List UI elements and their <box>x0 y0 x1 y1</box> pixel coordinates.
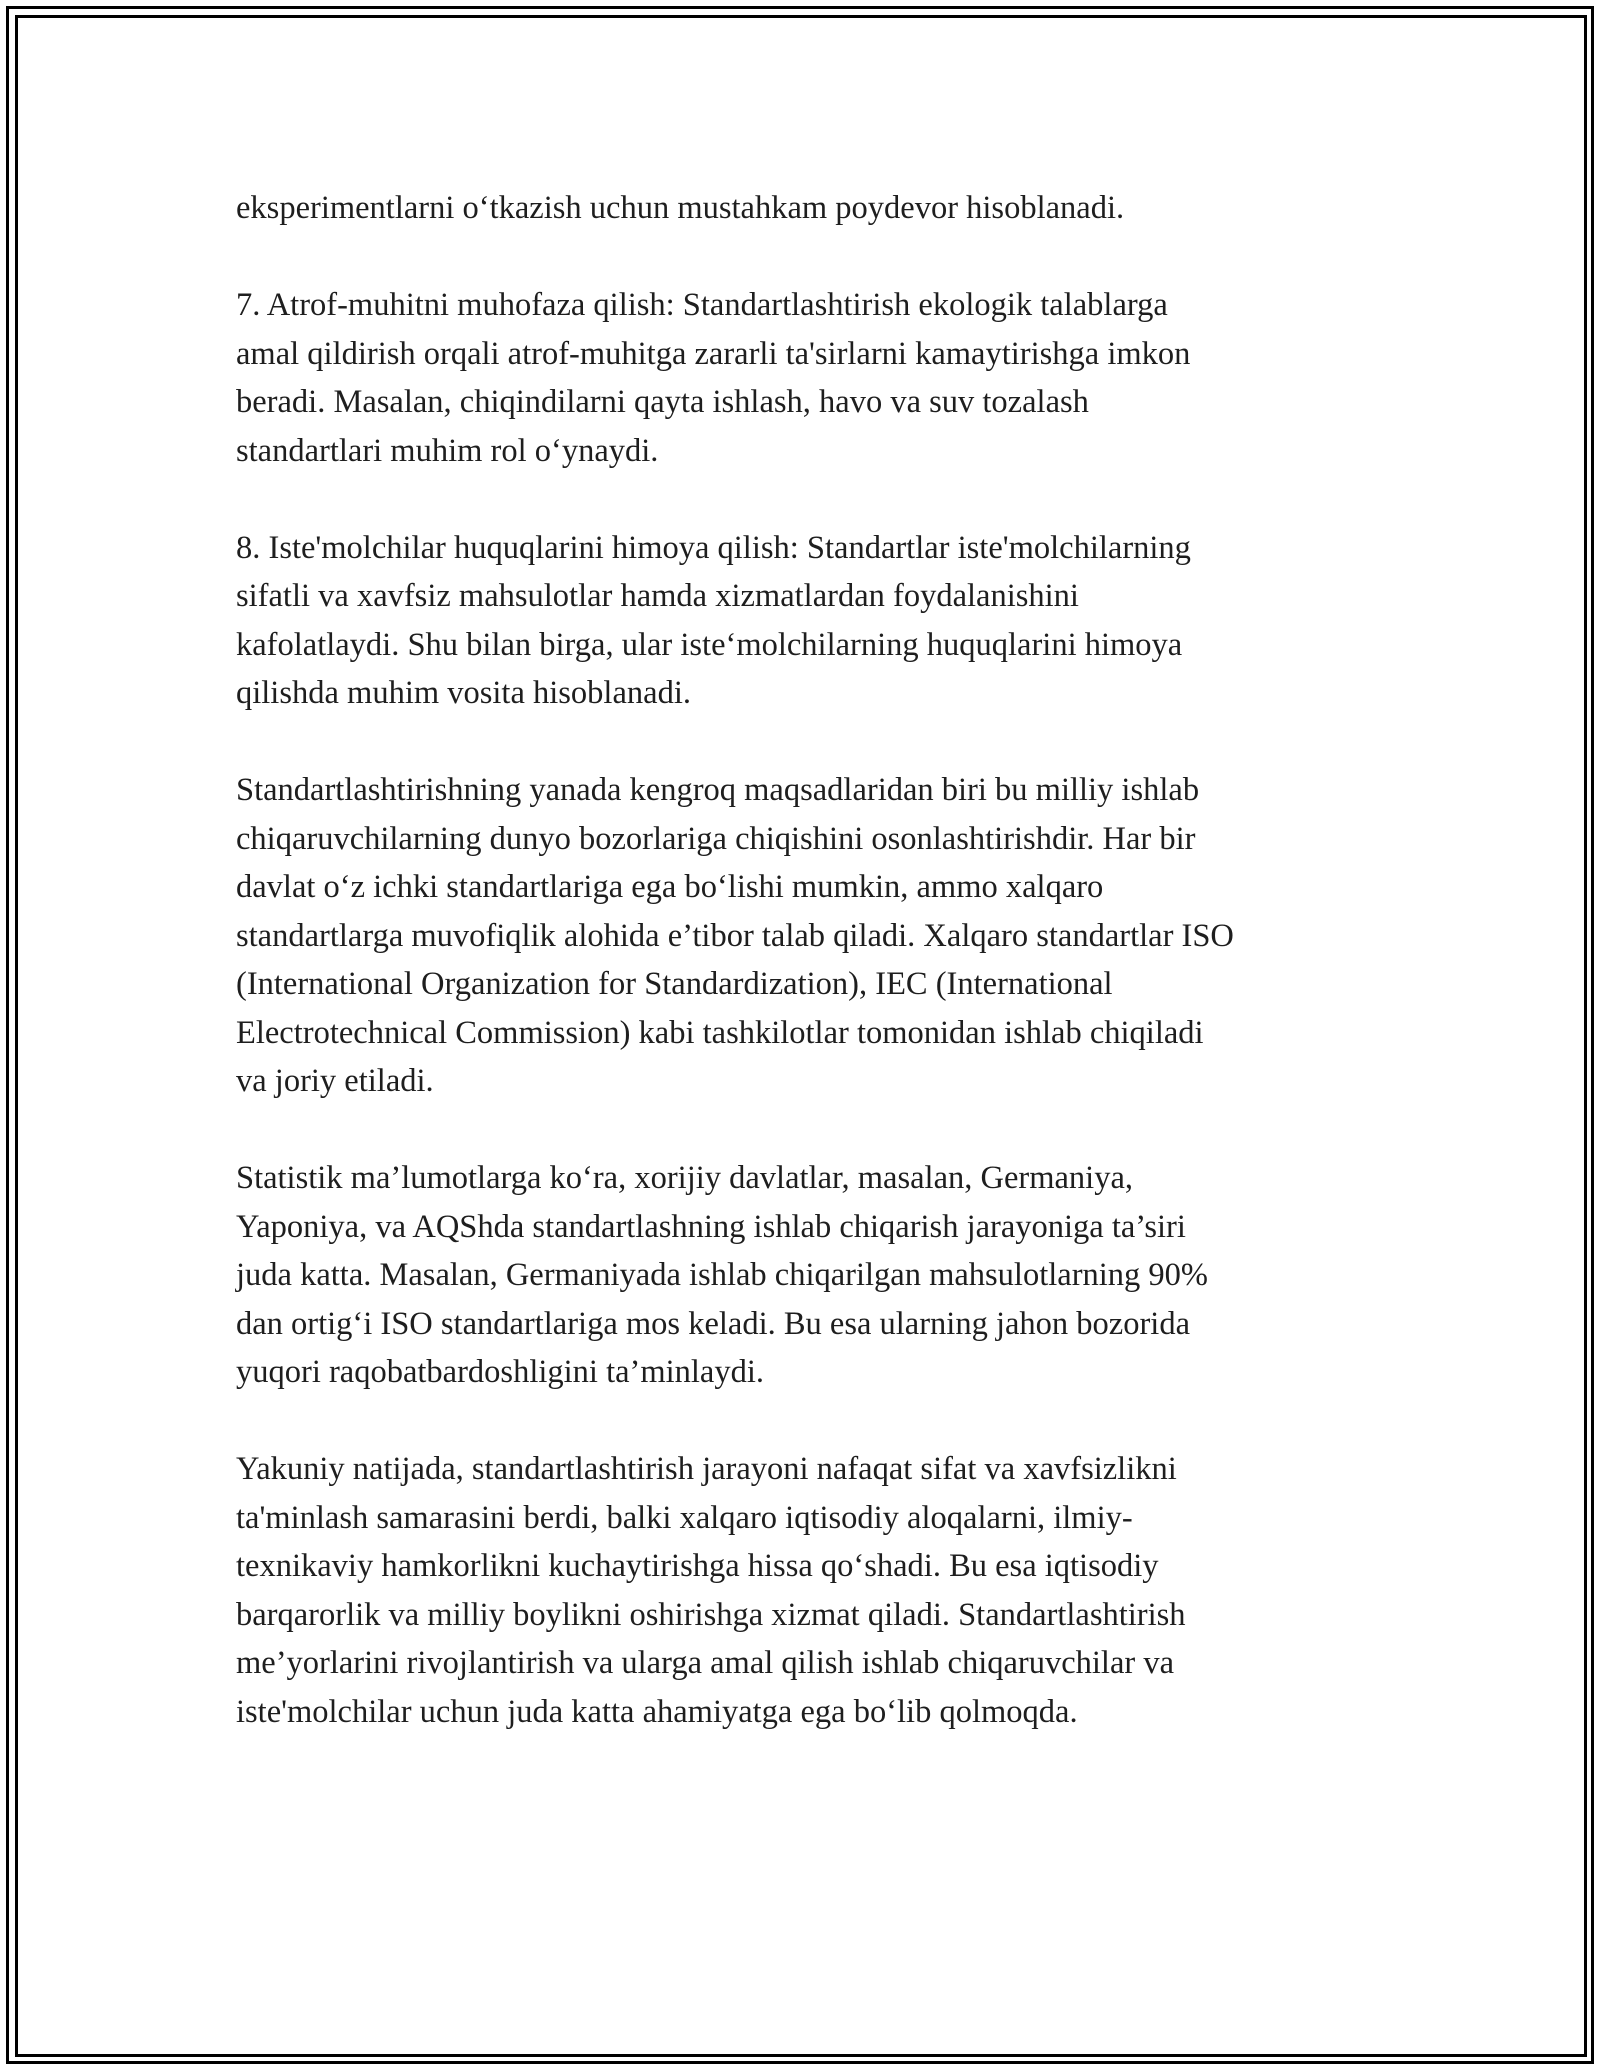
text-line: dan ortig‘i ISO standartlariga mos keladi. Bu esa ularning jahon bozorida <box>236 1305 1190 1342</box>
text-line: me’yorlarini rivojlantirish va ularga amal qilish ishlab chiqaruvchilar va <box>236 1645 1175 1681</box>
text-line: davlat o‘z ichki standartlariga ega bo‘lishi mumkin, ammo xalqaro <box>236 869 1104 905</box>
text-line: iste'molchilar uchun juda katta ahamiyatga ega bo‘lib qolmoqda. <box>236 1693 1078 1730</box>
paragraph-continuation <box>236 184 1386 233</box>
text-line: ta'minlash samarasini berdi, balki xalqaro iqtisodiy aloqalarni, ilmiy- <box>236 1499 1133 1536</box>
text-line: barqarorlik va milliy boylikni oshirishga xizmat qiladi. Standartlashtirish <box>236 1596 1186 1633</box>
text-line: Statistik ma’lumotlarga ko‘ra, xorijiy davlatlar, masalan, Germaniya, <box>236 1160 1134 1196</box>
paragraph-international-standards <box>236 766 1386 1106</box>
text-line: 8. Iste'molchilar huquqlarini himoya qilish: Standartlar iste'molchilarning <box>236 529 1191 566</box>
text-line: yuqori raqobatbardoshligini ta’minlaydi. <box>236 1354 765 1390</box>
document-body <box>236 184 1386 1785</box>
text-line: standartlari muhim rol o‘ynaydi. <box>236 432 659 469</box>
text-line: Electrotechnical Commission) kabi tashkilotlar tomonidan ishlab chiqiladi <box>236 1014 1204 1051</box>
text-line: Yakuniy natijada, standartlashtirish jarayoni nafaqat sifat va xavfsizlikni <box>236 1451 1177 1487</box>
text-line: standartlarga muvofiqlik alohida e’tibor talab qiladi. Xalqaro standartlar ISO <box>236 917 1234 954</box>
text-line: amal qildirish orqali atrof-muhitga zararli ta'sirlarni kamaytirishga imkon <box>236 335 1191 372</box>
text-line: (International Organization for Standardization), IEC (International <box>236 966 1113 1002</box>
text-line: kafolatlaydi. Shu bilan birga, ular iste‘molchilarning huquqlarini himoya <box>236 626 1183 663</box>
text-line: sifatli va xavfsiz mahsulotlar hamda xizmatlardan foydalanishini <box>236 578 1079 614</box>
paragraph-environment-protection <box>236 281 1386 475</box>
text-line: va joriy etiladi. <box>236 1063 434 1099</box>
paragraph-consumer-rights <box>236 524 1386 718</box>
paragraph-conclusion <box>236 1445 1386 1736</box>
text-line: Standartlashtirishning yanada kengroq maqsadlaridan biri bu milliy ishlab <box>236 772 1200 808</box>
text-line: qilishda muhim vosita hisoblanadi. <box>236 675 691 711</box>
paragraph-statistics <box>236 1154 1386 1397</box>
text-line: 7. Atrof-muhitni muhofaza qilish: Standartlashtirish ekologik talablarga <box>236 287 1168 323</box>
text-line: eksperimentlarni o‘tkazish uchun mustahkam poydevor hisoblanadi. <box>236 190 1125 226</box>
text-line: Yaponiya, va AQShda standartlashning ishlab chiqarish jarayoniga ta’siri <box>236 1208 1186 1245</box>
text-line: texnikaviy hamkorlikni kuchaytirishga hissa qo‘shadi. Bu esa iqtisodiy <box>236 1548 1159 1584</box>
text-line: juda katta. Masalan, Germaniyada ishlab chiqarilgan mahsulotlarning 90% <box>236 1257 1209 1293</box>
text-line: beradi. Masalan, chiqindilarni qayta ishlash, havo va suv tozalash <box>236 384 1089 420</box>
text-line: chiqaruvchilarning dunyo bozorlariga chiqishini osonlashtirishdir. Har bir <box>236 820 1196 857</box>
